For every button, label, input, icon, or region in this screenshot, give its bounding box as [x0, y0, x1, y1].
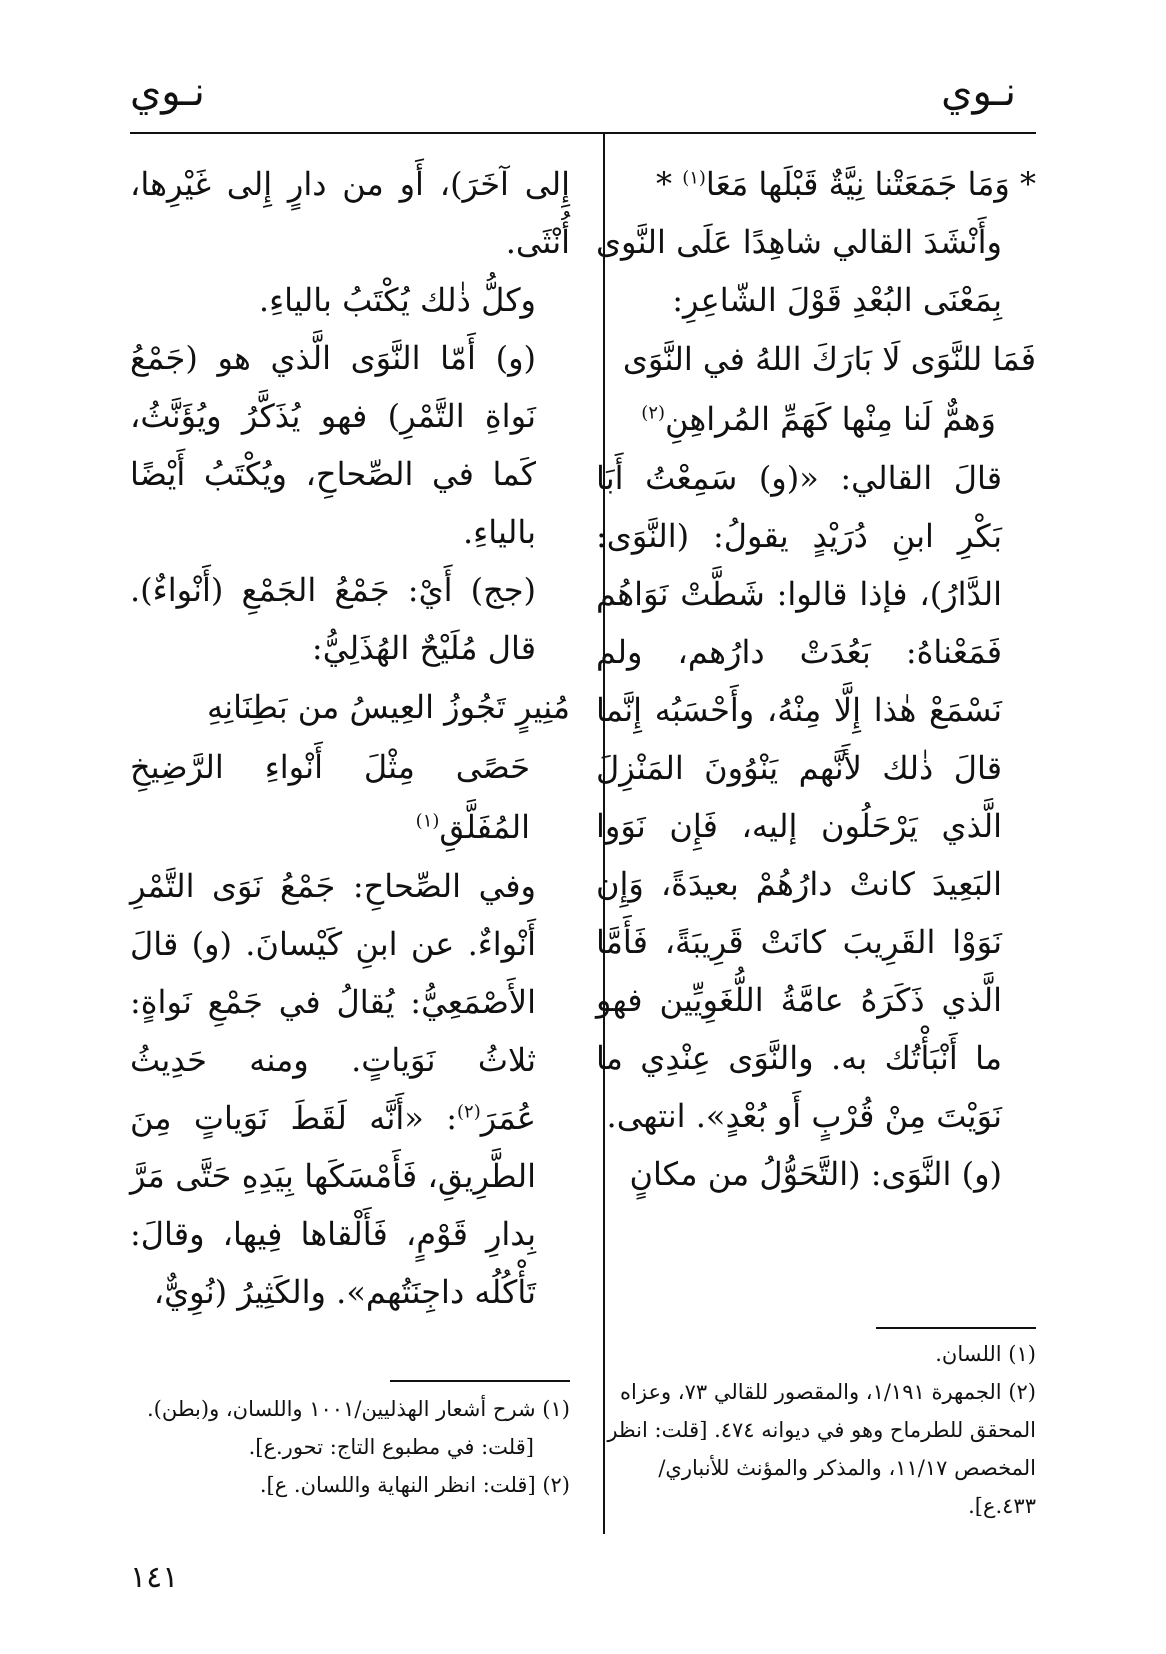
- header-rule: [130, 132, 1036, 134]
- paragraph: وكلُّ ذٰلك يُكْتَبُ بالياءِ.: [258, 281, 536, 319]
- paragraph: قالَ القالي: «(و) سَمِعْتُ أَبَا بَكْرِ ابنِ دُرَيْدٍ يقولُ: (النَّوَى: الدَّارُ)، فإذا قالوا: شَطَّتْ نَوَاهُم فَمَعْناهُ: بَعُدَتْ دارُهم، ولم نَسْمَعْ هٰذا إِلَّا مِنْهُ، وأَحْسَبُه إِنَّما قالَ ذٰلك لأَنَّهم يَنْوُونَ المَنْزِلَ الَّذي يَرْحَلُون إليه، فَإِن نَوَوا البَعِيدَ كانتْ دارُهُمْ بعيدَةً، وَإِن نَوَوْا القَرِيبَ كانَتْ قَرِيبَةً، فَأَمَّا الَّذي ذَكَرَهُ عامَّةُ اللُّغَوِيِّين فهو ما أَنْبَأْتُك به. والنَّوَى عِنْدِي ما نَوَيْتَ مِنْ قُرْبٍ أَو بُعْدٍ». انتهى.: [596, 459, 1002, 1135]
- footnote-marker: (١): [415, 810, 440, 832]
- paragraph: إِلى آخَرَ)، أَو من دارٍ إِلى غَيْرِها، أُنْثَى.: [130, 165, 570, 261]
- verse-line: وَهمٌّ لَنا مِنْها كَهَمِّ المُراهِنِ$^{(٢)}$: [641, 400, 996, 438]
- footnote-marker: (٢): [457, 1101, 481, 1123]
- left-column: [130, 155, 570, 1321]
- paragraph: (جج) أَيْ: جَمْعُ الجَمْعِ (أَنْواءٌ). قال مُلَيْحٌ الهُذَلِيُّ:: [130, 571, 536, 667]
- footnote-rule-right: [876, 1327, 1036, 1329]
- footnote: (٢) الجمهرة ١/١٩١، والمقصور للقالي ٧٣، وعزاه المحقق للطرماح وهو في ديوانه ٤٧٤. [قلت: انظر المخصص ١١/١٧، والمذكر والمؤنث للأنباري/٤٣٣.ع].: [607, 1380, 1036, 1518]
- footnote-rule-left: [390, 1380, 570, 1382]
- paragraph: وفي الصِّحاحِ: جَمْعُ نَوَى التَّمْرِ أَنْواءٌ. عن ابنِ كَيْسانَ. (و) قالَ الأَصْمَعِيُّ: يُقالُ في جَمْعِ نَواةٍ: ثلاثُ نَوَياتٍ. ومنه حَدِيثُ عُمَرَ$^{(٢)}$: «أَنَّه لَقَطَ نَوَياتٍ مِنَ الطَّرِيقِ، فَأَمْسَكَها بِيَدِهِ حَتَّى مَرَّ بِدارِ قَوْمٍ، فَأَلْقاها فِيها، وقالَ: تَأْكُلُه داجِنَتُهم». والكَثِيرُ (نُوِيٌّ،: [130, 867, 536, 1311]
- right-footnotes: [596, 1335, 1036, 1525]
- right-column: [596, 155, 1036, 1203]
- paragraph: وأَنْشَدَ القالي شاهِدًا عَلَى النَّوى بِمَعْنَى البُعْدِ قَوْلَ الشّاعِرِ:: [596, 223, 1002, 319]
- verse-line: فَمَا للنَّوَى لَا بَارَكَ اللهُ في النَّوَى: [622, 340, 1036, 378]
- footnote-marker: (٢): [641, 402, 666, 424]
- paragraph: (و) النَّوَى: (التَّحَوُّلُ من مكانٍ: [629, 1155, 1002, 1193]
- left-footnotes: [130, 1390, 570, 1504]
- verse-line: حَصًى مِثْلَ أَنْواءِ الرَّضِيخِ المُفَلَّقِ$^{(١)}$: [130, 748, 530, 846]
- header-right-word: نـوي: [941, 69, 1016, 115]
- footnote: [قلت: في مطبوع التاج: تحور.ع].: [248, 1435, 534, 1459]
- page-number: ١٤١: [130, 1560, 179, 1595]
- header-left-word: نـوي: [130, 69, 205, 115]
- footnote: (١) شرح أشعار الهذليين/١٠٠١ واللسان، و(بطن).: [146, 1397, 570, 1421]
- verse-line: مُنِيرٍ تَجُوزُ العِيسُ من بَطِنَانِهِ: [207, 688, 570, 726]
- verse-line-intro: * وَمَا جَمَعَتْنا نِيَّةٌ قَبْلَها مَعَا$^{(١)}$ *: [656, 165, 1036, 203]
- footnote-marker: (١): [682, 167, 706, 189]
- footnote: (٢) [قلت: انظر النهاية واللسان. ع].: [259, 1473, 570, 1497]
- paragraph: (و) أَمّا النَّوَى الَّذي هو (جَمْعُ نَواةِ التَّمْرِ) فهو يُذَكَّرُ ويُؤَنَّثُ، كَما في الصِّحاحِ، ويُكْتَبُ أَيْضًا بالياءِ.: [130, 339, 536, 551]
- footnote: (١) اللسان.: [935, 1342, 1036, 1366]
